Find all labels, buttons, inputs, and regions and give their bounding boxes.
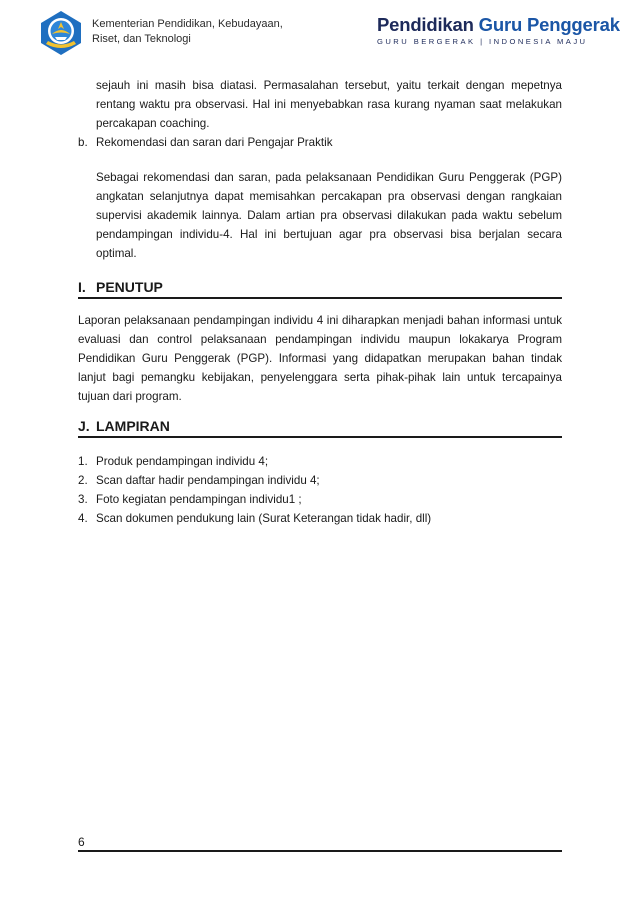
recommendation-paragraph: Sebagai rekomendasi dan saran, pada pelaksanaan Pendidikan Guru Penggerak (PGP) angkatan selanjutnya dapat memisahkan percakapan pra observasi dengan rangkaian supervisi akademik lainnya. Dalam artian pra observasi dilakukan pada waktu sebelum pendampingan individu-4. Hal ini bertujuan agar pra observasi bisa berjalan secara optimal.	[96, 171, 562, 260]
section-marker-j: J.	[78, 418, 90, 434]
section-heading-lampiran	[78, 416, 562, 438]
page-number: 6	[78, 835, 85, 849]
tut-wuri-handayani-logo	[38, 10, 84, 56]
list-item	[78, 452, 562, 471]
list-number: 2.	[78, 474, 88, 487]
list-item	[78, 471, 562, 490]
lampiran-list	[78, 452, 562, 528]
ministry-line-1: Kementerian Pendidikan, Kebudayaan,	[92, 18, 283, 30]
section-title-penutup: PENUTUP	[96, 279, 163, 295]
list-item-text: Produk pendampingan individu 4;	[96, 455, 269, 468]
brand-title-part-1: Pendidikan	[377, 14, 474, 35]
brand-tagline: GURU BERGERAK | INDONESIA MAJU	[377, 37, 588, 46]
section-title-lampiran: LAMPIRAN	[96, 418, 170, 434]
list-item-b-label: Rekomendasi dan saran dari Pengajar Praktik	[96, 136, 333, 149]
page-header	[0, 0, 638, 70]
program-brand	[377, 14, 620, 46]
document-body	[78, 76, 562, 528]
page-footer	[78, 835, 562, 852]
list-number: 1.	[78, 455, 88, 468]
footer-divider	[78, 850, 562, 852]
section-heading-penutup	[78, 277, 562, 299]
list-number: 4.	[78, 512, 88, 525]
brand-title	[377, 14, 620, 36]
list-item-b	[78, 133, 562, 152]
ministry-name	[92, 17, 283, 47]
list-number: 3.	[78, 493, 88, 506]
list-item-text: Foto kegiatan pendampingan individu1 ;	[96, 493, 302, 506]
list-item	[78, 509, 562, 528]
list-marker-b: b.	[78, 136, 88, 149]
ministry-line-2: Riset, dan Teknologi	[92, 33, 191, 45]
brand-title-part-2: Guru Penggerak	[478, 14, 620, 35]
intro-continuation-paragraph: sejauh ini masih bisa diatasi. Permasalahan tersebut, yaitu terkait dengan mepetnya rentang waktu pra observasi. Hal ini menyebabkan rasa kurang nyaman saat melakukan percakapan coaching.	[96, 79, 562, 130]
list-item-text: Scan dokumen pendukung lain (Surat Keterangan tidak hadir, dll)	[96, 512, 432, 525]
list-item-text: Scan daftar hadir pendampingan individu 4;	[96, 474, 320, 487]
list-item	[78, 490, 562, 509]
penutup-paragraph: Laporan pelaksanaan pendampingan individu 4 ini diharapkan menjadi bahan informasi untuk evaluasi dan control pelaksanaan pendampingan individu maupun lokakarya Program Pendidikan Guru Penggerak (PGP). Informasi yang didapatkan merupakan bahan tindak lanjut bagi pemangku kebijakan, penyelenggara serta pihak-pihak lain untuk tercapainya tujuan dari program.	[78, 314, 562, 403]
section-marker-i: I.	[78, 279, 86, 295]
